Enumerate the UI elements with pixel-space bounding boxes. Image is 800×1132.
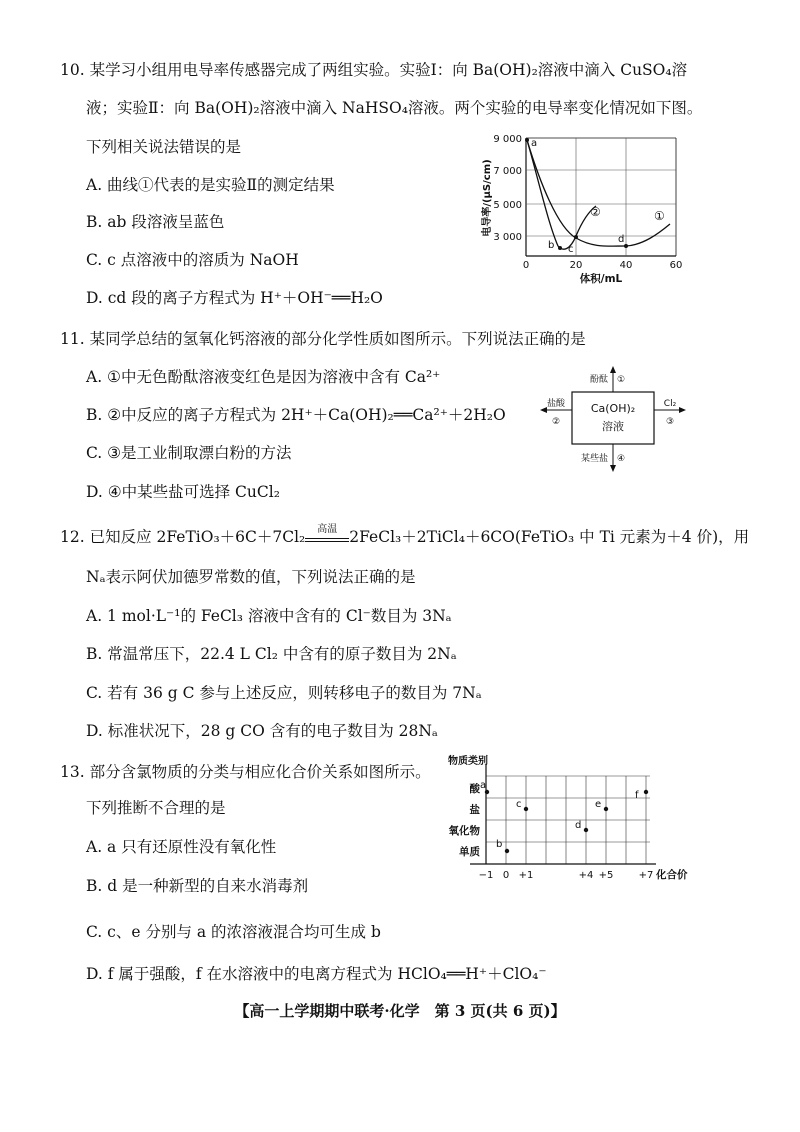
q10-stem-line1: 10. 某学习小组用电导率传感器完成了两组实验。实验Ⅰ：向 Ba(OH)₂溶液中滴入 CuSO₄溶 (60, 61, 688, 79)
q13-point-d: d (575, 820, 582, 831)
q13-xtick-0: 0 (502, 870, 510, 881)
q10-xtick-20: 20 (569, 260, 583, 271)
q10-point-c: c (568, 244, 574, 255)
q11-label-right: Cl₂ (663, 399, 677, 409)
q10-curve-1-label: ① (654, 209, 665, 223)
q10-ytick-3000: 3 000 (493, 232, 522, 243)
q10-xlabel: 体积/mL (579, 273, 623, 285)
q12-stem-line2: Nₐ表示阿伏加德罗常数的值，下列说法正确的是 (86, 568, 416, 586)
q11-num-right: ③ (665, 417, 675, 427)
q10-xtick-40: 40 (619, 260, 633, 271)
q10-conductivity-chart (478, 128, 698, 288)
q13-option-a: A. a 只有还原性没有氧化性 (86, 838, 277, 856)
q11-option-c: C. ③是工业制取漂白粉的方法 (86, 444, 292, 462)
q12-stem-part1: 12. 已知反应 2FeTiO₃＋6C＋7Cl₂ (60, 528, 306, 546)
q13-point-f: f (635, 790, 639, 801)
q12-stem-part2: 2FeCl₃＋2TiCl₄＋6CO(FeTiO₃ 中 Ti 元素为＋4 价)，用 (349, 528, 750, 546)
q13-xtick-p1: +1 (518, 870, 534, 881)
q11-stem: 11. 某同学总结的氢氧化钙溶液的部分化学性质如图所示。下列说法正确的是 (60, 330, 586, 348)
q11-caoh2-diagram (540, 364, 690, 474)
q13-cat-salt: 盐 (469, 804, 480, 816)
q13-xlabel: 化合价 (656, 869, 688, 881)
q10-ytick-9000: 9 000 (493, 134, 522, 145)
q13-axis-title: 物质类别 (448, 756, 488, 767)
q12-stem-line1 (60, 525, 749, 547)
q10-stem-line3: 下列相关说法错误的是 (86, 138, 242, 156)
q13-xtick-p5: +5 (598, 870, 614, 881)
q12-condition: 高温 (317, 524, 338, 535)
q10-xtick-0: 0 (522, 260, 530, 271)
q11-option-a: A. ①中无色酚酞溶液变红色是因为溶液中含有 Ca²⁺ (86, 368, 441, 386)
q13-xtick-m1: −1 (478, 870, 494, 881)
q10-ytick-7000: 7 000 (493, 166, 522, 177)
q10-option-d: D. cd 段的离子方程式为 H⁺＋OH⁻══H₂O (86, 289, 383, 307)
q13-cat-acid: 酸 (469, 783, 480, 795)
q13-stem-line1: 13. 部分含氯物质的分类与相应化合价关系如图所示。 (60, 763, 431, 781)
q13-option-d: D. f 属于强酸，f 在水溶液中的电离方程式为 HClO₄══H⁺＋ClO₄⁻ (86, 965, 547, 983)
q10-curve-1 (527, 140, 670, 246)
q12-option-c: C. 若有 36 g C 参与上述反应，则转移电子的数目为 7Nₐ (86, 684, 482, 702)
q10-point-d: d (618, 234, 625, 245)
q11-option-d: D. ④中某些盐可选择 CuCl₂ (86, 483, 280, 501)
q11-label-bottom: 某些盐 (580, 454, 608, 464)
q12-option-d: D. 标准状况下，28 g CO 含有的电子数目为 28Nₐ (86, 722, 438, 740)
q13-valence-chart (430, 752, 700, 886)
q13-xtick-p7: +7 (638, 870, 654, 881)
q13-option-c: C. c、e 分别与 a 的浓溶液混合均可生成 b (86, 923, 381, 941)
q10-point-a: a (531, 138, 538, 149)
q10-curve-2 (527, 140, 596, 249)
q13-cat-element: 单质 (459, 846, 480, 858)
q10-ytick-5000: 5 000 (493, 200, 522, 211)
q11-num-bottom: ④ (617, 454, 626, 464)
q13-cat-oxide: 氧化物 (448, 825, 480, 837)
page-footer: 【高一上学期期中联考·化学 第 3 页(共 6 页)】 (234, 1002, 566, 1020)
q10-xtick-60: 60 (669, 260, 683, 271)
q11-option-b: B. ②中反应的离子方程式为 2H⁺＋Ca(OH)₂══Ca²⁺＋2H₂O (86, 406, 506, 424)
q12-option-a: A. 1 mol·L⁻¹的 FeCl₃ 溶液中含有的 Cl⁻数目为 3Nₐ (86, 607, 452, 625)
q11-box-line1: Ca(OH)₂ (590, 402, 636, 415)
q11-num-top: ① (617, 375, 626, 385)
q13-point-a: a (480, 780, 487, 791)
q13-option-b: B. d 是一种新型的自来水消毒剂 (86, 877, 309, 895)
q13-point-b: b (496, 839, 503, 850)
q13-point-e: e (595, 799, 602, 810)
q12-option-b: B. 常温常压下，22.4 L Cl₂ 中含有的原子数目为 2Nₐ (86, 645, 457, 663)
q13-stem-line2: 下列推断不合理的是 (86, 799, 226, 817)
q11-num-left: ② (551, 417, 561, 427)
q10-option-b: B. ab 段溶液呈蓝色 (86, 213, 225, 231)
q11-label-top: 酚酞 (589, 375, 608, 385)
q10-ylabel: 电导率/(μS/cm) (482, 159, 493, 237)
q11-label-left: 盐酸 (546, 399, 566, 409)
q10-option-c: C. c 点溶液中的溶质为 NaOH (86, 251, 299, 269)
q13-xtick-p4: +4 (578, 870, 594, 881)
q10-stem-line2: 液；实验Ⅱ：向 Ba(OH)₂溶液中滴入 NaHSO₄溶液。两个实验的电导率变化情况如下图。 (86, 99, 703, 117)
q10-option-a: A. 曲线①代表的是实验Ⅱ的测定结果 (86, 176, 335, 194)
q13-point-c: c (516, 799, 522, 810)
q11-box-line2: 溶液 (602, 420, 624, 433)
q10-point-b: b (548, 240, 555, 251)
q10-curve-2-label: ② (590, 205, 601, 219)
